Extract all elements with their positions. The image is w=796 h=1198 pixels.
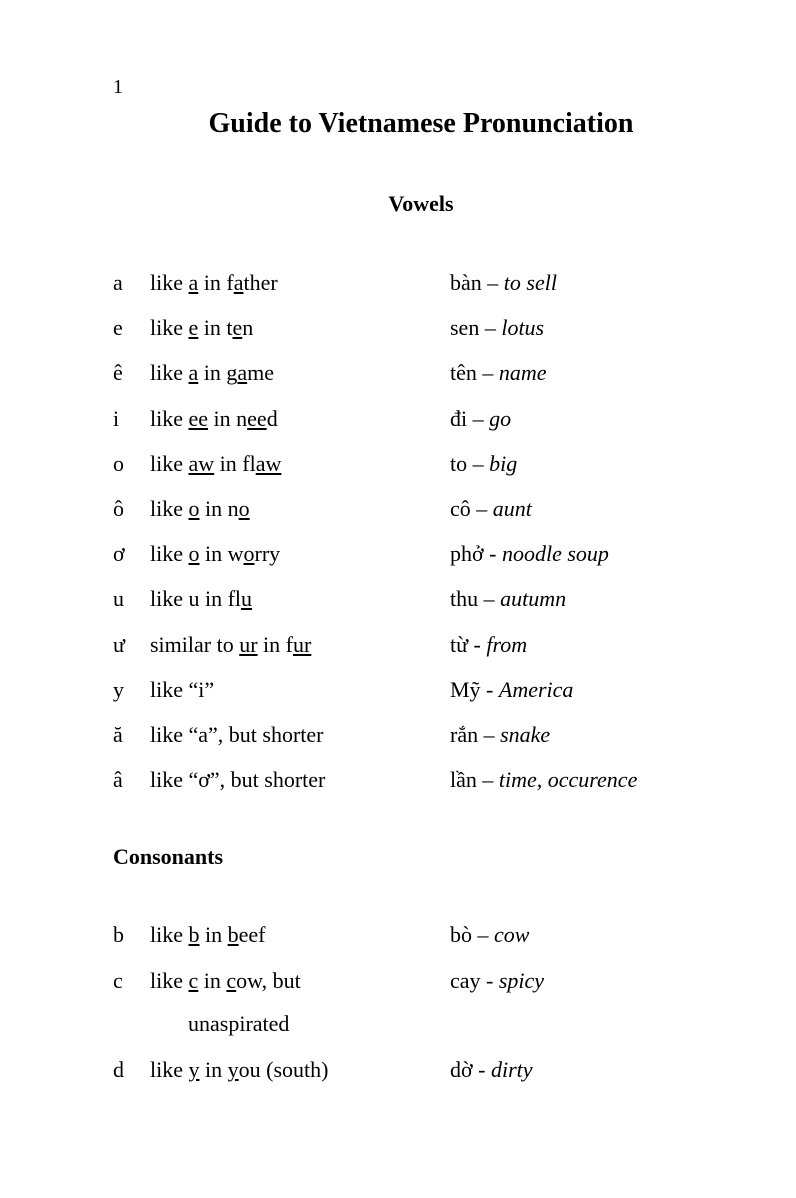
description-text: in f (198, 270, 234, 295)
consonant-example (450, 1055, 533, 1085)
vowel-example (450, 494, 532, 524)
consonant-row (0, 1055, 796, 1085)
vowel-example (450, 539, 609, 569)
description-text: like “ơ”, but shorter (150, 767, 326, 793)
vowel-example (450, 404, 511, 434)
description-text: like (150, 541, 189, 567)
example-word: phở - (450, 541, 502, 567)
example-meaning: big (489, 450, 518, 476)
vowel-description (150, 404, 278, 434)
description-text: ther (243, 270, 278, 295)
vowel-row (0, 765, 796, 795)
vowel-example (450, 630, 527, 660)
underlined-sound: aw (255, 450, 282, 476)
vowel-description (150, 630, 311, 660)
description-text: n (242, 315, 254, 341)
description-text: eef (238, 922, 266, 947)
example-word: to – (450, 450, 490, 476)
underlined-sound: o (243, 541, 255, 567)
description-text: in (198, 967, 227, 993)
consonant-letter: c (113, 967, 123, 993)
document-title: Guide to Vietnamese Pronunciation (208, 108, 634, 139)
example-word: bàn – (450, 270, 504, 295)
underlined-sound: aw (188, 450, 215, 476)
example-meaning: from (486, 631, 528, 657)
vowel-letter: a (113, 270, 123, 295)
description-text: in t (198, 315, 233, 341)
vowel-letter: â (113, 767, 123, 793)
vowel-description (150, 358, 274, 388)
underlined-sound: b (188, 922, 200, 947)
vowel-example (450, 313, 544, 343)
description-text: like (150, 450, 189, 476)
consonant-description (150, 1055, 328, 1085)
example-word: tên – (450, 360, 499, 386)
description-text: in f (257, 631, 293, 657)
underlined-sound: ee (188, 405, 209, 431)
vowel-description (150, 494, 250, 524)
example-meaning: time, occurence (498, 767, 638, 793)
example-meaning: dirty (490, 1056, 533, 1082)
vowel-letter: o (113, 450, 124, 476)
consonant-description (150, 920, 265, 950)
example-meaning: spicy (498, 967, 545, 993)
consonant-letter: d (113, 1056, 124, 1082)
vowel-row (0, 539, 796, 569)
description-text: ou (south) (238, 1056, 329, 1082)
example-meaning: noodle soup (501, 541, 609, 567)
vowel-example (450, 720, 550, 750)
underlined-sound: u (241, 586, 253, 612)
vowel-example (450, 675, 573, 705)
example-word: từ - (450, 631, 487, 657)
vowel-description (150, 539, 280, 569)
example-meaning: autumn (500, 586, 567, 612)
vowel-description (150, 313, 253, 343)
example-word: sen – (450, 315, 502, 341)
underlined-sound: c (188, 967, 199, 993)
description-text: like (150, 270, 189, 295)
description-text: like (150, 360, 189, 386)
consonant-letter: b (113, 922, 124, 947)
consonant-example (450, 966, 544, 996)
description-text: me (247, 360, 275, 386)
vowel-letter: e (113, 315, 123, 341)
vowel-row (0, 404, 796, 434)
description-text: like (150, 496, 189, 521)
vowel-letter: i (113, 405, 120, 431)
underlined-sound: o (188, 496, 200, 521)
example-meaning: go (489, 405, 512, 431)
vowel-example (450, 765, 637, 795)
example-meaning: cow (494, 922, 530, 947)
vowel-letter: ê (113, 360, 123, 386)
vowel-row (0, 720, 796, 750)
example-word: dờ - (450, 1056, 491, 1082)
description-text: in g (198, 360, 238, 386)
vowel-description (150, 449, 281, 479)
vowel-example (450, 358, 547, 388)
vowel-example (450, 449, 517, 479)
example-word: đi – (450, 405, 490, 431)
consonant-description (150, 966, 301, 996)
underlined-sound: ur (293, 631, 312, 657)
consonant-description-continued: unaspirated (188, 1011, 290, 1036)
vowel-description (150, 765, 325, 795)
vowel-letter: ă (113, 722, 123, 747)
description-text: ow, but (236, 967, 301, 993)
vowel-description (150, 720, 324, 750)
example-meaning: snake (500, 722, 551, 747)
vowel-row (0, 584, 796, 614)
vowel-description (150, 268, 278, 298)
description-text: like u in fl (150, 586, 242, 612)
description-text: like (150, 1056, 189, 1082)
vowel-row (0, 630, 796, 660)
description-text: in w (199, 541, 244, 567)
vowel-row (0, 358, 796, 388)
vowels-heading: Vowels (388, 191, 454, 216)
vowel-row (0, 449, 796, 479)
example-meaning: lotus (501, 315, 545, 341)
vowel-row (0, 268, 796, 298)
example-word: Mỹ - (450, 676, 499, 702)
underlined-sound: a (188, 360, 199, 386)
example-word: thu – (450, 586, 501, 612)
underlined-sound: ee (247, 405, 267, 431)
consonant-row (0, 966, 796, 996)
consonant-example (450, 920, 529, 950)
underlined-sound: o (188, 541, 200, 567)
description-text: in (199, 1056, 228, 1082)
description-text: like “i” (150, 676, 215, 702)
description-text: in n (208, 405, 248, 431)
description-text: similar to (150, 631, 240, 657)
example-meaning: aunt (492, 496, 532, 521)
example-meaning: America (498, 676, 574, 702)
example-word: cô – (450, 496, 493, 521)
example-word: rắn – (450, 722, 501, 747)
example-meaning: name (498, 360, 547, 386)
description-text: like “a”, but shorter (150, 722, 324, 747)
underlined-sound: e (232, 315, 243, 341)
description-text: rry (254, 541, 281, 567)
description-text: like (150, 967, 189, 993)
consonant-row-continuation (0, 1009, 796, 1039)
underlined-sound: o (238, 496, 250, 521)
underlined-sound: c (226, 967, 237, 993)
underlined-sound: y (227, 1056, 239, 1082)
description-text: in (199, 922, 228, 947)
vowel-letter: y (113, 676, 124, 702)
description-text: d (266, 405, 278, 431)
vowel-example (450, 268, 557, 298)
vowel-example (450, 584, 566, 614)
vowel-description (150, 584, 252, 614)
vowel-letter: ơ (113, 541, 125, 567)
vowel-letter: ô (113, 496, 124, 521)
vowel-row (0, 494, 796, 524)
vowel-letter: ư (113, 631, 125, 657)
example-word: bò – (450, 922, 494, 947)
page-number: 1 (113, 76, 123, 98)
example-meaning: to sell (503, 270, 557, 295)
description-text: in n (199, 496, 239, 521)
underlined-sound: b (227, 922, 239, 947)
description-text: in fl (214, 450, 256, 476)
vowel-description (150, 675, 214, 705)
underlined-sound: e (188, 315, 199, 341)
example-word: cay - (450, 967, 499, 993)
description-text: like (150, 315, 189, 341)
vowel-row (0, 675, 796, 705)
underlined-sound: ur (239, 631, 258, 657)
description-text: like (150, 922, 189, 947)
consonants-heading: Consonants (113, 844, 224, 869)
consonant-row (0, 920, 796, 950)
vowel-letter: u (113, 586, 124, 612)
description-text: like (150, 405, 189, 431)
underlined-sound: a (237, 360, 248, 386)
underlined-sound: a (233, 270, 244, 295)
example-word: lần – (450, 767, 499, 793)
underlined-sound: a (188, 270, 199, 295)
underlined-sound: y (188, 1056, 200, 1082)
vowel-row (0, 313, 796, 343)
